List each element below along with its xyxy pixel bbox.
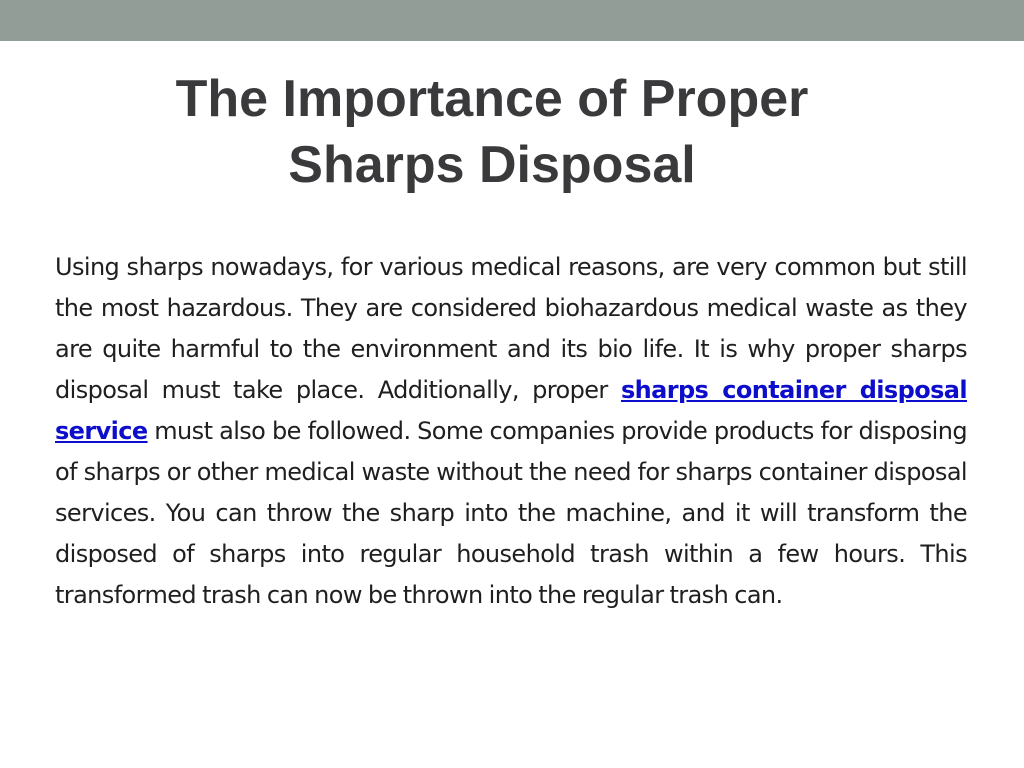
sharps-container-disposal-service-link[interactable]: sharps container disposal service bbox=[55, 376, 967, 445]
body-text-before-link: Using sharps nowadays, for various medical reasons, are very common but still the most hazardous. They are considered biohazardous medical waste as they are quite harmful to the environment and its bio life. It is why proper sharps disposal must take place. Additionally, proper bbox=[55, 253, 967, 404]
slide-title bbox=[0, 66, 984, 198]
body-text-after-link: must also be followed. Some companies provide products for disposing of sharps or other medical waste without the need for sharps container disposal services. You can throw the sharp into the machine, and it will transform the disposed of sharps into regular household trash within a few hours. This transformed trash can now be thrown into the regular trash can. bbox=[55, 417, 967, 609]
slide-body-paragraph bbox=[55, 247, 967, 616]
slide-title-line-1: The Importance of Proper bbox=[175, 70, 809, 128]
slide-title-line-2: Sharps Disposal bbox=[288, 136, 696, 194]
top-accent-bar bbox=[0, 0, 1024, 41]
